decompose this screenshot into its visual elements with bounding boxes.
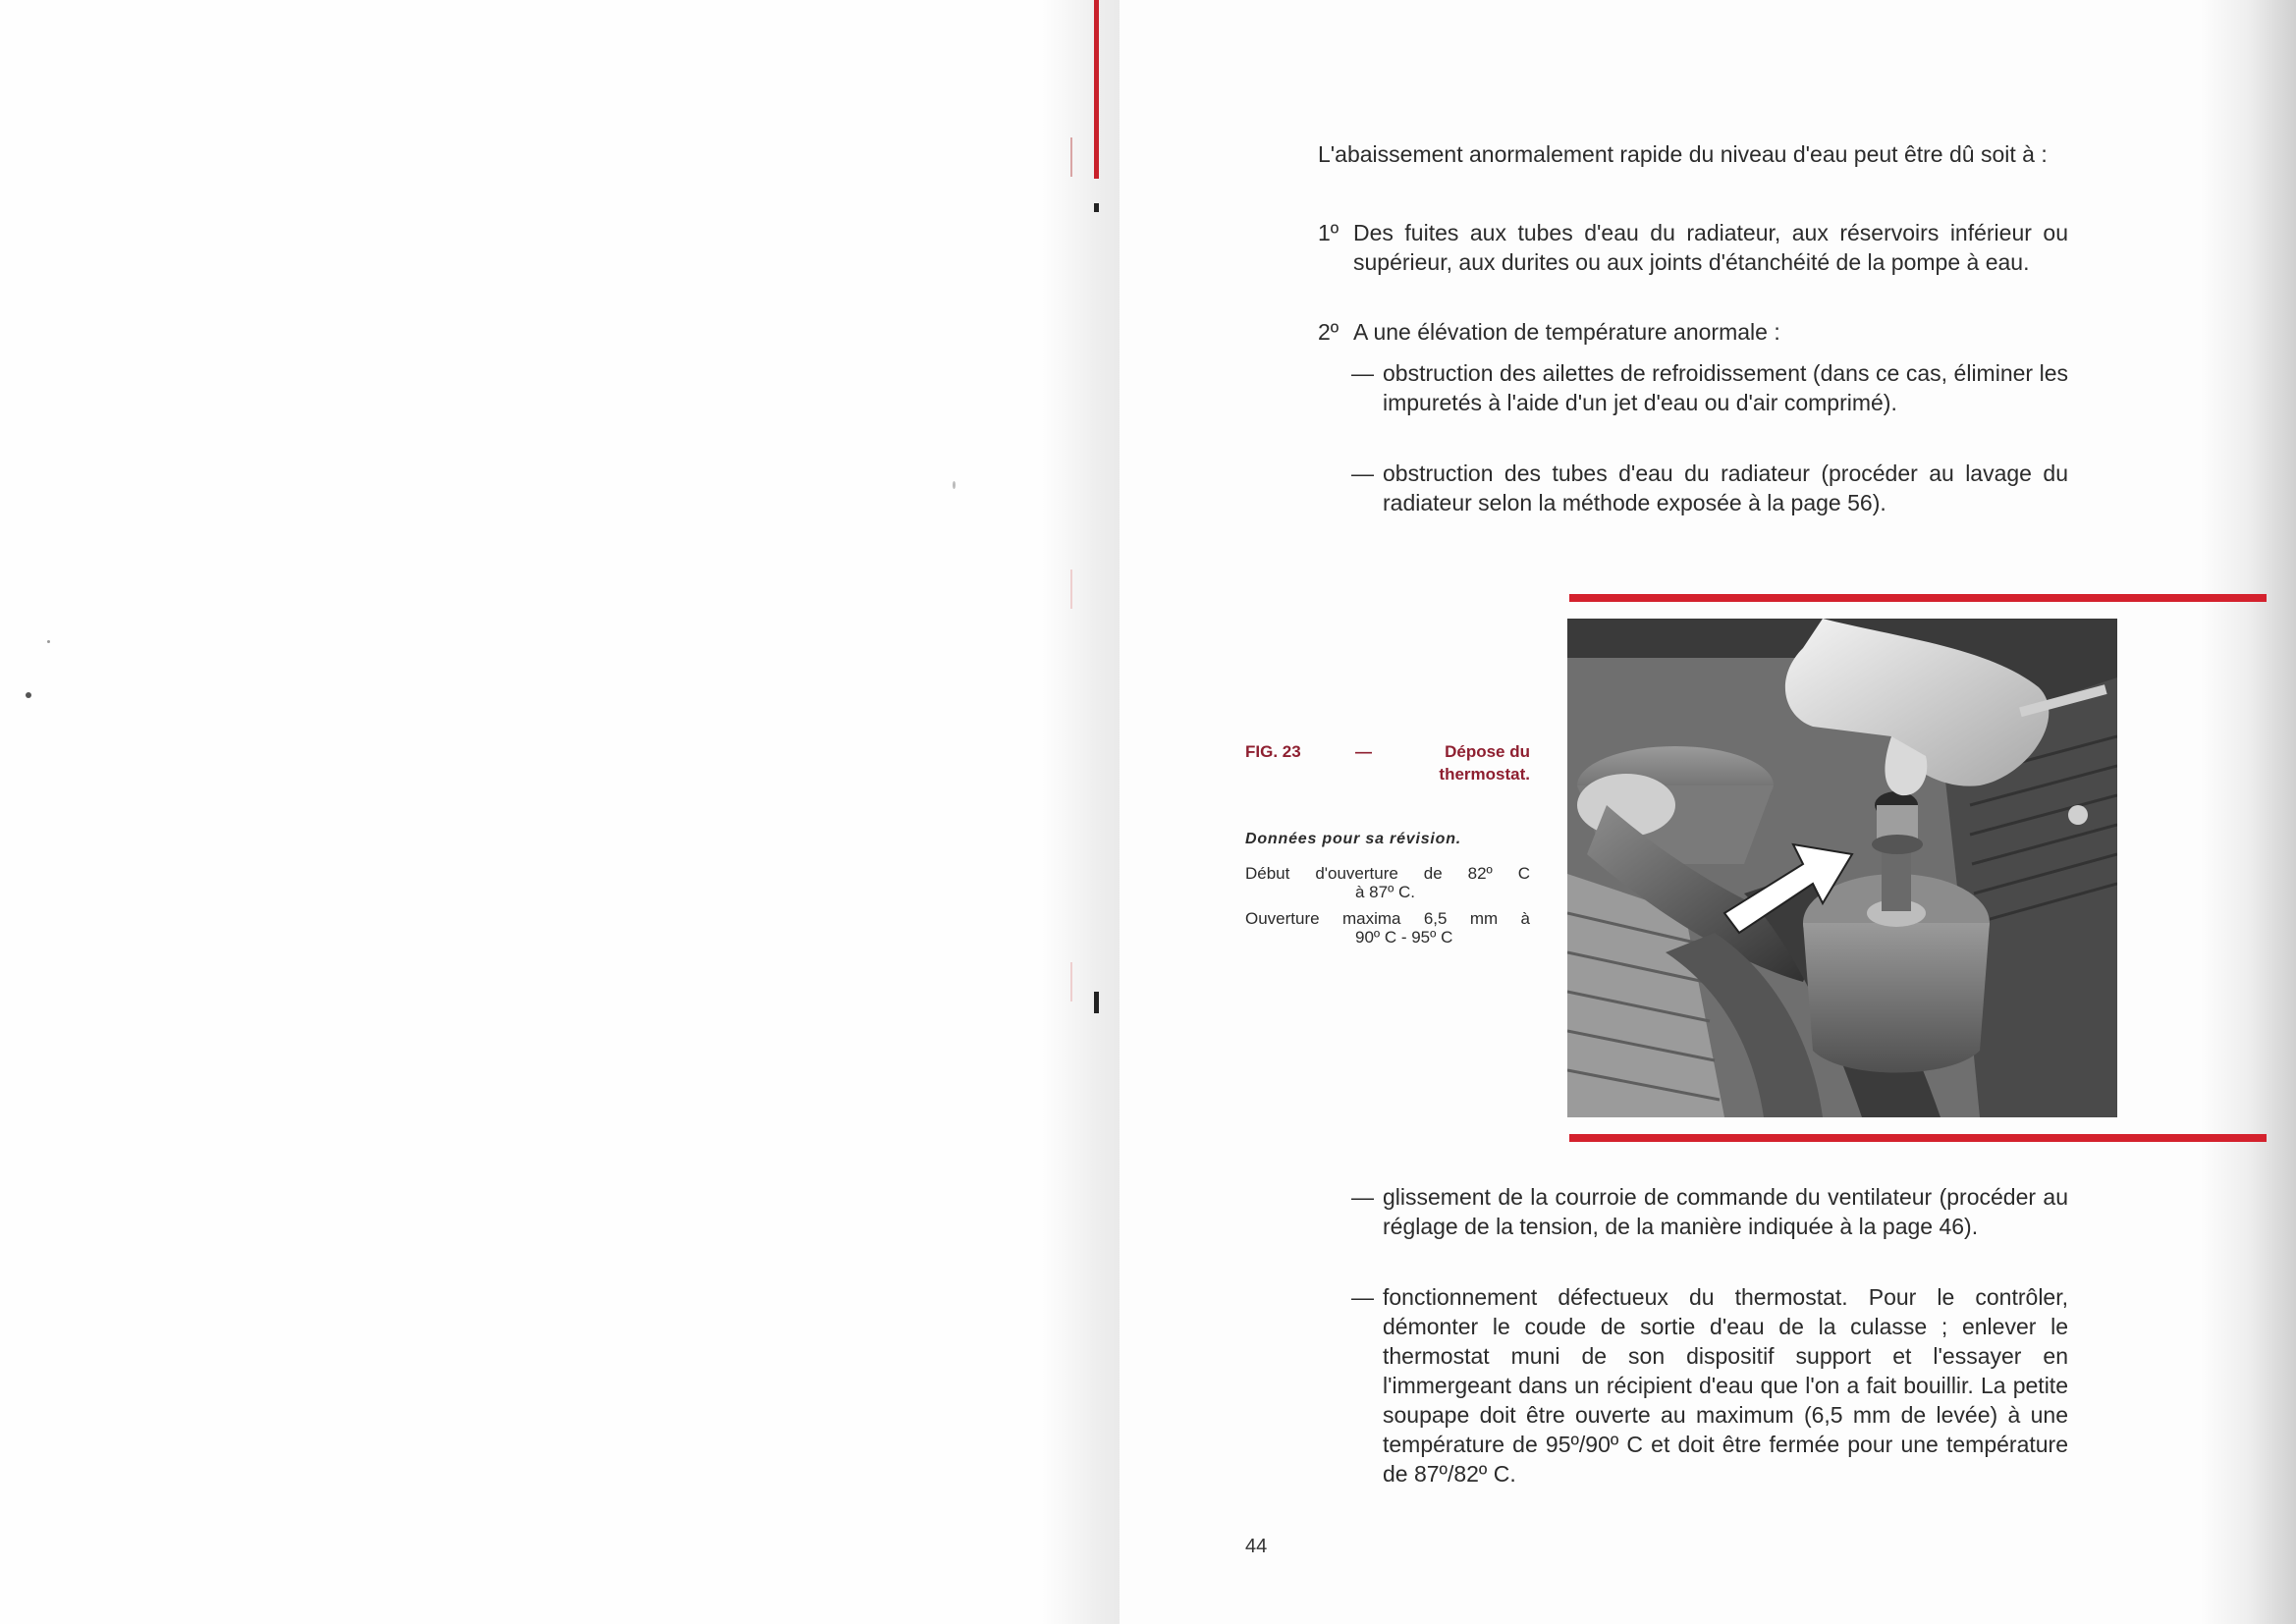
dash-text: fonctionnement défectueux du thermostat. Pour le contrôler, démonter le coude de sortie d'eau de la culasse ; enlever le thermostat muni de son dispositif support et l'essayer en l'immergeant dans un récipient d'eau que l'on a fait bouillir. La petite soupape doit être ouverte au maximum (6,5 mm de levée) à une température de 95º/90º C et doit être fermée pour une température de 87º/82º C.: [1383, 1284, 2068, 1487]
dash-mark: —: [1351, 1284, 1374, 1310]
paper-speck: [953, 481, 956, 489]
engine-photo-drawing: [1567, 619, 2117, 1117]
dash-mark: —: [1351, 460, 1374, 486]
figure-top-band: [1569, 594, 2267, 602]
paper-speck: [47, 640, 50, 643]
figure-caption: [1245, 740, 1530, 785]
book-gutter-shadow: [1041, 0, 1120, 1624]
dash-mark: —: [1351, 1184, 1374, 1210]
dash-text: glissement de la courroie de commande du ventilateur (procéder au réglage de la tension, de la manière indiquée à la page 46).: [1383, 1184, 2068, 1239]
page-number: 44: [1245, 1536, 1268, 1557]
spec-item: [1245, 909, 1530, 947]
intro-paragraph: L'abaissement anormalement rapide du niveau d'eau peut être dû soit à :: [1318, 141, 2048, 167]
figure-bottom-band: [1569, 1134, 2267, 1142]
numbered-item: [1318, 317, 2068, 347]
binding-tick: [1094, 203, 1099, 212]
dash-text: obstruction des tubes d'eau du radiateur (procéder au lavage du radiateur selon la méthode exposée à la page 56).: [1383, 460, 2068, 515]
binding-line: [1098, 216, 1100, 275]
dash-mark: —: [1351, 360, 1374, 386]
spec-line: Ouverture maxima 6,5 mm à: [1245, 909, 1530, 928]
spec-line: 90º C - 95º C: [1355, 928, 1453, 947]
figure-label: FIG. 23: [1245, 742, 1301, 761]
binding-red-edge: [1094, 0, 1099, 179]
binding-line: [1070, 569, 1072, 609]
dash-item: [1351, 1182, 2068, 1241]
spec-item: [1245, 864, 1530, 901]
left-page-blank: [0, 0, 1090, 1624]
figure-title: Dépose du thermostat.: [1439, 742, 1530, 784]
dash-item: [1351, 459, 2068, 517]
page-edge-shadow: [2200, 0, 2296, 1624]
item-text: Des fuites aux tubes d'eau du radiateur, aux réservoirs inférieur ou supérieur, aux durites ou aux joints d'étanchéité de la pompe à eau.: [1353, 220, 2068, 275]
dash-item: [1351, 1282, 2068, 1489]
figure-separator: —: [1355, 742, 1372, 761]
dash-item: [1351, 358, 2068, 417]
binding-line: [1070, 962, 1072, 1001]
dash-text: obstruction des ailettes de refroidissement (dans ce cas, éliminer les impuretés à l'aide d'un jet d'eau ou d'air comprimé).: [1383, 360, 2068, 415]
spec-line: à 87º C.: [1355, 883, 1416, 901]
paper-speck: [26, 692, 31, 698]
revision-heading: Données pour sa révision.: [1245, 831, 1462, 847]
binding-tick: [1094, 992, 1099, 1013]
binding-line: [1070, 137, 1072, 177]
item-number: 1º: [1318, 220, 1339, 245]
numbered-item: [1318, 218, 2068, 277]
item-text: A une élévation de température anormale :: [1353, 319, 1780, 345]
item-number: 2º: [1318, 319, 1339, 345]
engine-thermostat-photo: [1567, 619, 2117, 1117]
spec-line: Début d'ouverture de 82º C: [1245, 864, 1530, 883]
